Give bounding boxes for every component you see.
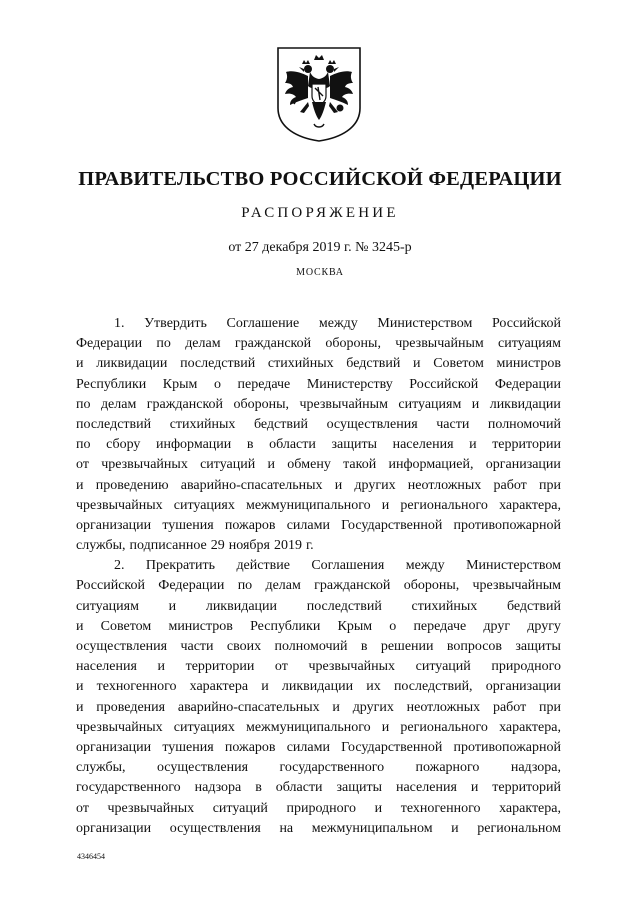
body-word: силами <box>286 739 330 755</box>
body-word: службы, <box>76 538 126 554</box>
body-line <box>76 496 561 516</box>
body-word: Соглашения <box>311 558 385 574</box>
body-word: такой <box>343 457 377 473</box>
body-word: последствий <box>306 598 382 614</box>
body-word: государственного <box>76 780 181 796</box>
government-title: ПРАВИТЕЛЬСТВО РОССИЙСКОЙ ФЕДЕРАЦИИ <box>78 168 562 190</box>
body-word: другу <box>527 618 561 634</box>
body-word: по <box>76 396 91 412</box>
body-line <box>76 536 561 556</box>
body-word: своих <box>226 639 262 654</box>
body-word: характера, <box>499 497 561 513</box>
body-line <box>76 799 561 819</box>
body-word: пожаров <box>224 739 276 755</box>
coat-of-arms-emblem-icon <box>274 46 364 142</box>
body-word: и <box>413 356 421 372</box>
body-line <box>76 597 561 617</box>
body-word: чрезвычайных <box>76 719 163 735</box>
body-word: Соглашение <box>226 316 300 331</box>
body-line <box>76 556 561 576</box>
body-word: ликвидации <box>281 679 354 695</box>
body-word: проведению <box>95 477 169 493</box>
body-word: 2. <box>114 558 125 574</box>
body-word: и <box>381 719 390 735</box>
body-word: ликвидации <box>205 598 278 614</box>
body-word: техногенного <box>400 800 481 816</box>
body-word: надзора, <box>510 760 561 776</box>
body-word: гражданской <box>314 578 391 594</box>
body-word: части <box>436 416 470 432</box>
body-word: Российской <box>76 578 145 594</box>
body-word: их <box>366 679 381 695</box>
body-word: чрезвычайных <box>107 800 195 816</box>
body-word: Советом <box>100 618 152 634</box>
body-word: последствий <box>76 416 152 432</box>
body-word: природного <box>491 659 561 675</box>
body-word: от <box>76 457 89 473</box>
body-word: государственного <box>279 760 385 776</box>
body-word: противопожарной <box>453 517 561 533</box>
body-word: и <box>76 356 84 372</box>
body-word: ситуаций <box>200 457 256 473</box>
body-word: населения <box>76 659 137 675</box>
body-word: характера <box>189 679 249 695</box>
body-word: на <box>279 820 294 836</box>
body-word: Государственной <box>341 739 443 755</box>
body-line <box>76 657 561 677</box>
body-word: и <box>332 699 340 715</box>
body-word: ситуациям <box>498 336 561 352</box>
body-word: ситуациях <box>173 719 235 735</box>
body-word: подписанное <box>129 538 207 554</box>
body-word: части <box>180 639 214 654</box>
body-word: защиты <box>331 437 378 453</box>
body-word: в <box>255 780 262 796</box>
body-word: и <box>469 437 477 453</box>
body-word: в <box>246 437 254 453</box>
body-line <box>76 819 561 839</box>
body-word: и <box>451 820 459 836</box>
body-word: стихийных <box>411 598 478 614</box>
body-word: области <box>269 437 316 453</box>
body-word: ситуациям <box>398 396 462 412</box>
document-body <box>76 314 561 839</box>
body-line <box>76 576 561 596</box>
body-line <box>76 698 561 718</box>
body-word: межмуниципального <box>245 497 371 513</box>
body-word: осуществления <box>76 639 168 654</box>
body-word: бедствий <box>506 598 561 614</box>
body-word: обороны, <box>403 578 460 594</box>
body-word: Министерством <box>466 558 561 574</box>
body-word: регионального <box>400 719 488 735</box>
body-word: осуществления <box>326 416 418 432</box>
body-line <box>76 637 561 657</box>
body-line <box>76 375 561 395</box>
body-word: Государственной <box>341 517 443 533</box>
body-word: действие <box>236 558 290 574</box>
body-word: ликвидации <box>96 356 168 372</box>
body-word: обороны, <box>325 336 381 352</box>
body-word: и <box>76 699 84 715</box>
body-word: от <box>76 800 89 816</box>
body-word: Крым <box>162 376 198 392</box>
body-word: Прекратить <box>145 558 216 574</box>
body-word: вопросов <box>446 639 503 654</box>
body-word: гражданской <box>146 396 224 412</box>
body-word: ситуациях <box>173 497 235 513</box>
body-line <box>76 455 561 475</box>
body-word: осуществления <box>156 760 249 776</box>
body-word: и <box>76 618 84 634</box>
body-word: делам <box>265 578 301 594</box>
body-word: и <box>157 659 166 675</box>
body-word: министров <box>496 356 561 372</box>
body-word: ноября <box>228 538 270 554</box>
body-word: последствий <box>180 356 256 372</box>
body-word: о <box>213 376 221 392</box>
body-word: по <box>237 578 253 594</box>
body-word: чрезвычайным <box>395 336 484 352</box>
body-word: и <box>168 598 177 614</box>
body-line <box>76 334 561 354</box>
body-word: неотложных <box>406 699 481 715</box>
body-word: неотложных <box>407 477 482 493</box>
body-word: территорий <box>492 780 561 796</box>
body-line <box>76 415 561 435</box>
body-word: регионального <box>400 497 488 513</box>
body-word: тушения <box>162 739 214 755</box>
body-word: работ <box>493 477 527 493</box>
body-word: между <box>318 316 358 331</box>
body-word: области <box>275 780 323 796</box>
body-line <box>76 738 561 758</box>
body-word: аварийно-спасательных <box>177 699 320 715</box>
document-footer-code: 4346454 <box>77 852 105 861</box>
body-word: в <box>360 639 368 654</box>
body-word: решении <box>380 639 434 654</box>
body-word: аварийно-спасательных <box>180 477 323 493</box>
body-word: чрезвычайных <box>76 497 163 513</box>
body-word: ситуациям <box>76 598 139 614</box>
body-line <box>76 476 561 496</box>
body-word: пожарного <box>415 760 480 776</box>
body-word: ликвидации <box>489 396 561 412</box>
body-word: территории <box>492 437 561 453</box>
body-word: организации <box>76 517 152 533</box>
body-word: чрезвычайных <box>101 457 188 473</box>
body-word: Федерации <box>494 376 561 392</box>
body-word: надзора <box>194 780 242 796</box>
body-word: организации <box>485 457 561 473</box>
body-line <box>76 354 561 374</box>
body-word: полномочий <box>274 639 348 654</box>
body-word: природного <box>286 800 357 816</box>
body-word: между <box>405 558 445 574</box>
body-word: гражданской <box>234 336 312 352</box>
body-word: силами <box>286 517 330 533</box>
body-word: информации <box>155 437 232 453</box>
body-word: и <box>470 780 479 796</box>
body-line <box>76 617 561 637</box>
body-line <box>76 778 561 798</box>
body-word: организации <box>76 820 152 836</box>
body-word: Федерации <box>158 578 225 594</box>
body-word: обмену <box>287 457 331 473</box>
document-type: РАСПОРЯЖЕНИЕ <box>241 205 399 221</box>
body-word: Республики <box>250 618 321 634</box>
body-word: стихийных <box>267 356 334 372</box>
body-word: Советом <box>433 356 484 372</box>
body-word: других <box>354 477 396 493</box>
body-line <box>76 516 561 536</box>
body-word: делам <box>185 336 221 352</box>
body-word: чрезвычайным <box>299 396 388 412</box>
body-word: Утвердить <box>144 316 207 331</box>
body-word: ситуаций <box>415 659 471 675</box>
body-word: стихийных <box>169 416 236 432</box>
body-word: 29 <box>210 538 225 554</box>
body-word: 2019 <box>273 538 302 554</box>
body-line <box>76 718 561 738</box>
body-word: межмуниципальном <box>311 820 433 836</box>
body-word: передаче <box>413 618 467 634</box>
body-word: по <box>156 336 171 352</box>
body-word: и <box>267 457 276 473</box>
body-word: 1. <box>114 316 125 331</box>
body-word: организации <box>76 739 152 755</box>
body-word: бедствий <box>253 416 308 432</box>
body-word: полномочий <box>487 416 561 432</box>
body-word: и <box>261 679 269 695</box>
body-word: населения <box>392 437 454 453</box>
body-word: и <box>381 497 390 513</box>
body-word: бедствий <box>346 356 401 372</box>
body-word: передаче <box>237 376 291 392</box>
body-line <box>76 758 561 778</box>
body-word: техногенного <box>96 679 177 695</box>
body-word: организации <box>485 679 561 695</box>
body-word: по <box>76 437 91 453</box>
body-word: пожаров <box>224 517 276 533</box>
body-word: других <box>352 699 394 715</box>
body-line <box>76 677 561 697</box>
body-word: ситуаций <box>212 800 268 816</box>
body-word: противопожарной <box>453 739 561 755</box>
body-word: и <box>76 679 84 695</box>
body-word: тушения <box>162 517 214 533</box>
body-word: характера, <box>499 800 561 816</box>
body-word: при <box>538 477 561 493</box>
body-word: и <box>471 396 480 412</box>
body-word: друг <box>483 618 511 634</box>
body-word: и <box>334 477 343 493</box>
body-word: Российской <box>491 316 561 331</box>
body-word: проведения <box>96 699 166 715</box>
body-word: чрезвычайным <box>472 578 561 594</box>
document-city: МОСКВА <box>296 267 344 278</box>
body-word: о <box>389 618 397 634</box>
body-word: при <box>539 699 561 715</box>
body-word: осуществления <box>169 820 261 836</box>
body-word: Российской <box>409 376 479 392</box>
body-word: г. <box>305 538 314 554</box>
body-word: от <box>274 659 288 675</box>
body-word: и <box>76 477 84 493</box>
body-line <box>76 435 561 455</box>
body-word: межмуниципального <box>245 719 371 735</box>
body-word: работ <box>492 699 527 715</box>
body-word: сбору <box>106 437 141 453</box>
body-line <box>76 395 561 415</box>
body-word: последствий, <box>393 679 473 695</box>
body-word: характера, <box>499 719 561 735</box>
body-word: информацией, <box>388 457 474 473</box>
body-word: региональном <box>477 820 561 836</box>
body-word: территории <box>185 659 255 675</box>
body-word: Федерации <box>76 336 143 352</box>
body-word: Министерству <box>306 376 393 392</box>
document-date-number: от 27 декабря 2019 г. № 3245-р <box>228 240 412 255</box>
body-word: делам <box>100 396 137 412</box>
body-word: службы, <box>76 760 126 776</box>
body-word: обороны, <box>233 396 290 412</box>
body-word: населения <box>395 780 457 796</box>
body-word: Крым <box>337 618 373 634</box>
body-line <box>76 314 561 334</box>
body-word: чрезвычайных <box>308 659 396 675</box>
body-word: Республики <box>76 376 147 392</box>
body-word: министров <box>168 618 233 634</box>
body-word: и <box>374 800 383 816</box>
body-word: Министерством <box>377 316 473 331</box>
body-word: защиты <box>515 639 561 654</box>
body-word: защиты <box>336 780 383 796</box>
